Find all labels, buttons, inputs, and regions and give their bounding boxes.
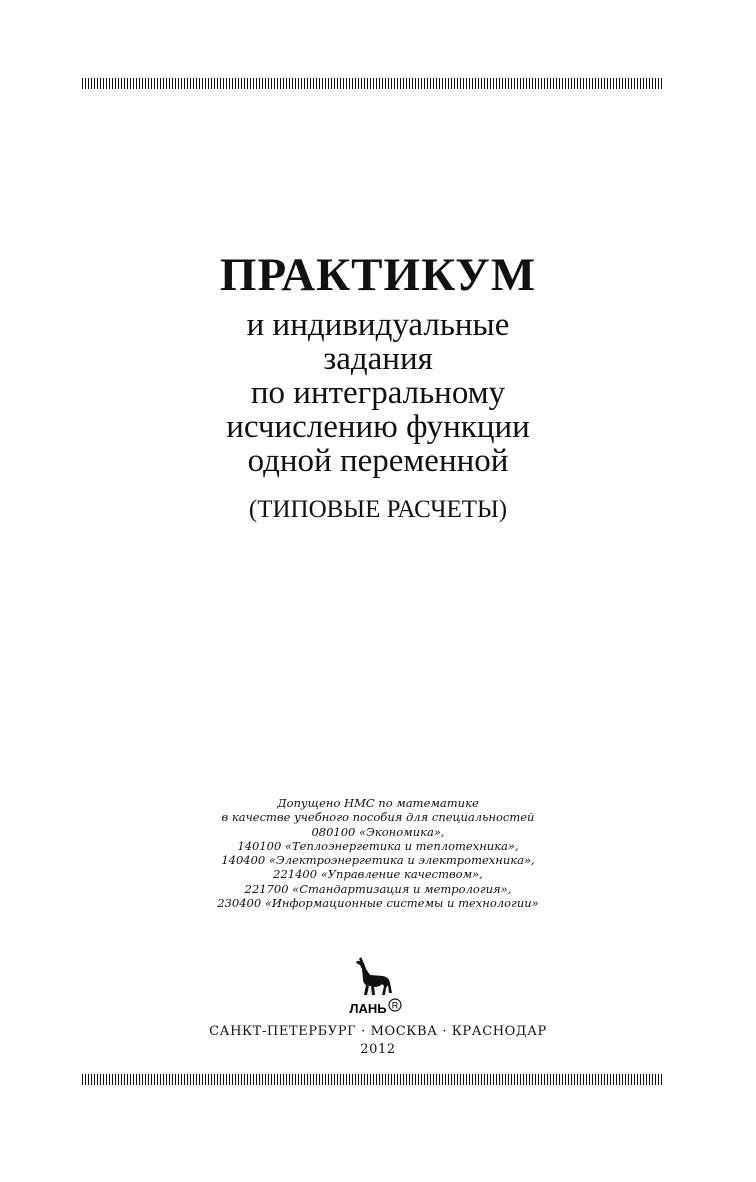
- approval-note: [0, 796, 756, 910]
- subtitle-line: задания: [323, 341, 433, 377]
- subtitle-line: по интегральному: [250, 375, 506, 411]
- publication-year: 2012: [360, 1042, 396, 1057]
- approval-line: 140100 «Теплоэнергетика и теплотехника»,: [237, 838, 519, 853]
- publisher-cities: САНКТ-ПЕТЕРБУРГ · МОСКВА · КРАСНОДАР: [209, 1024, 547, 1039]
- book-subtitle: [0, 308, 756, 478]
- approval-line: 221400 «Управление качеством»,: [273, 867, 483, 882]
- top-decorative-rule: [82, 78, 664, 89]
- publisher-logo-text: ЛАНЬ: [349, 1001, 387, 1016]
- approval-line: 221700 «Стандартизация и метрология»,: [244, 881, 512, 896]
- publisher-logo: [348, 955, 404, 1017]
- approval-line: 140400 «Электроэнергетика и электротехника»,: [221, 853, 535, 868]
- approval-line: 230400 «Информационные системы и технологии»: [217, 896, 539, 911]
- approval-line: в качестве учебного пособия для специальностей: [221, 810, 535, 825]
- deer-icon: [356, 957, 392, 995]
- approval-line: Допущено НМС по математике: [277, 796, 479, 810]
- subtitle-line: исчислению функции: [226, 409, 530, 445]
- bottom-decorative-rule: [82, 1074, 664, 1085]
- book-type-note: (ТИПОВЫЕ РАСЧЕТЫ): [248, 496, 508, 523]
- subtitle-line: одной переменной: [247, 443, 509, 479]
- approval-line: 080100 «Экономика»,: [311, 824, 445, 839]
- registered-mark: R: [391, 1000, 399, 1011]
- book-title: ПРАКТИКУМ: [219, 249, 537, 301]
- subtitle-line: и индивидуальные: [246, 307, 510, 343]
